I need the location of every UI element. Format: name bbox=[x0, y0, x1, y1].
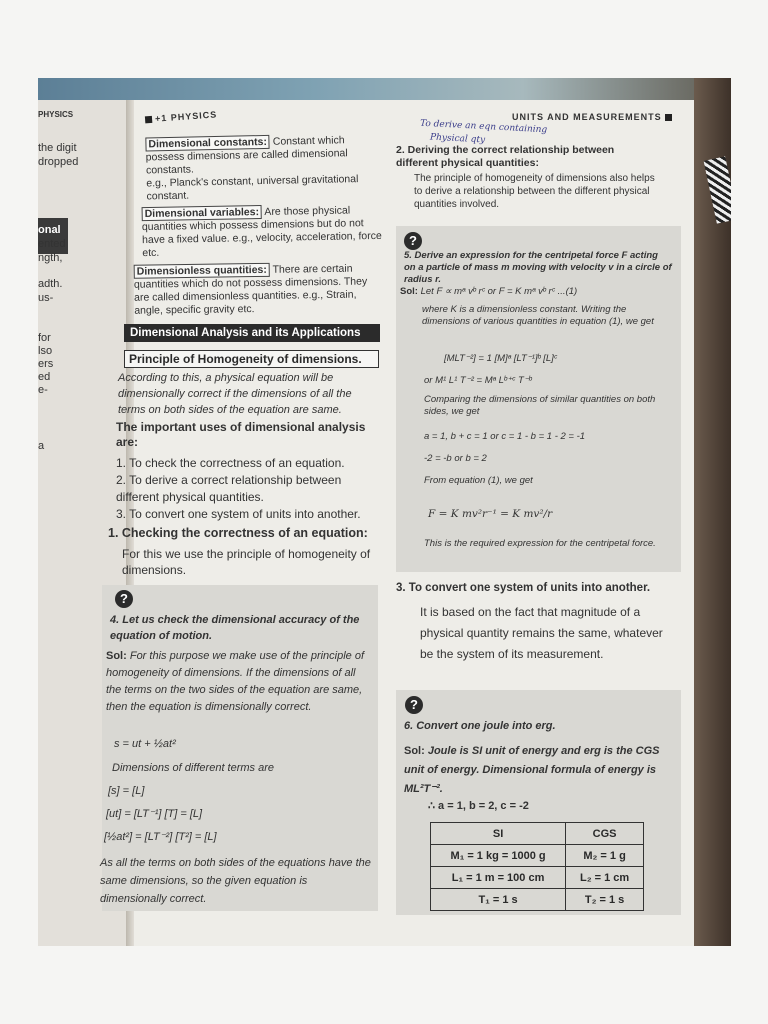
table-cell: T₂ = 1 s bbox=[566, 889, 644, 911]
header-square-icon bbox=[145, 116, 152, 123]
table-cell: M₂ = 1 g bbox=[566, 845, 644, 867]
left-fragment: the digit bbox=[38, 142, 77, 154]
sol-label: Sol: bbox=[106, 650, 127, 662]
table-cell: T₁ = 1 s bbox=[431, 889, 566, 911]
dimension-line: [ut] = [LT⁻¹] [T] = [L] bbox=[106, 808, 203, 820]
left-fragment: lso bbox=[38, 345, 53, 357]
term-text: Are those physical quantities which possess dimensions but do not have a fixed value. e.g., velocity, acceleration, force etc. bbox=[141, 204, 382, 260]
table-header: CGS bbox=[566, 823, 644, 845]
solution-line: From equation (1), we get bbox=[424, 475, 533, 486]
sol-text: Joule is SI unit of energy and erg is the CGS unit of energy. Dimensional formula of energy is ML²T⁻². bbox=[404, 745, 660, 795]
sol-text: For this purpose we make use of the principle of homogeneity of dimensions. If the dimensions of all the terms on the two sides of the equation are same, then the equation is dimensionally correct. bbox=[106, 650, 365, 713]
term-text: Constant which possess dimensions are called dimensional constants. bbox=[145, 134, 348, 177]
table-cell: M₁ = 1 kg = 1000 g bbox=[431, 845, 566, 867]
solution-line: This is the required expression for the centripetal force. bbox=[424, 538, 656, 549]
equation-line: -2 = -b or b = 2 bbox=[424, 453, 487, 464]
left-fragment: ers bbox=[38, 358, 54, 370]
exponent-values: ∴ a = 1, b = 2, c = -2 bbox=[428, 800, 529, 812]
question-5-text: 5. Derive an expression for the centripetal force F acting on a particle of mass m moving with velocity v in a circle of radius r. bbox=[404, 250, 672, 285]
dims-heading: Dimensions of different terms are bbox=[112, 762, 275, 774]
question-6-text: 6. Convert one joule into erg. bbox=[404, 720, 556, 732]
question-icon: ? bbox=[404, 232, 422, 250]
term-label: Dimensional constants: bbox=[145, 135, 270, 152]
table-cell: L₂ = 1 cm bbox=[566, 867, 644, 889]
equation-line: [MLT⁻²] = 1 [M]ᵃ [LT⁻¹]ᵇ [L]ᶜ bbox=[444, 353, 558, 364]
left-fragment: for bbox=[38, 332, 51, 344]
table-header: SI bbox=[431, 823, 566, 845]
solution-line: Comparing the dimensions of similar quantities on both sides, we get bbox=[424, 394, 656, 417]
list-item: 2. To derive a correct relationship between different physical quantities. bbox=[116, 473, 342, 504]
table-cell: L₁ = 1 m = 100 cm bbox=[431, 867, 566, 889]
left-page-header: PHYSICS bbox=[38, 110, 74, 119]
question-4-text: 4. Let us check the dimensional accuracy of the equation of motion. bbox=[110, 614, 360, 642]
dimensionless-quantities bbox=[134, 262, 381, 317]
question-4-solution bbox=[106, 648, 372, 716]
point-3-heading: 3. To convert one system of units into another. bbox=[396, 582, 651, 594]
left-fragment: us- bbox=[38, 292, 54, 304]
solution-line: where K is a dimensionless constant. Writing the dimensions of various quantities in equation (1), we get bbox=[422, 304, 654, 327]
question-icon: ? bbox=[405, 696, 423, 714]
checking-heading: 1. Checking the correctness of an equation: bbox=[108, 526, 368, 540]
point-2-text: The principle of homogeneity of dimensions also helps to derive a relationship between the different physical quantities involved. bbox=[414, 173, 655, 210]
equation-line: a = 1, b + c = 1 or c = 1 - b = 1 - 2 = -1 bbox=[424, 431, 586, 442]
dimensional-constants bbox=[145, 134, 382, 204]
equation-line: or M¹ L¹ T⁻² = Mᵃ Lᵇ⁺ᶜ T⁻ᵇ bbox=[424, 375, 532, 386]
principle-heading: Principle of Homogeneity of dimensions. bbox=[124, 350, 379, 368]
left-fragment: ngth, bbox=[38, 252, 63, 264]
point-2-heading: 2. Deriving the correct relationship between different physical quantities: bbox=[396, 144, 615, 169]
sol-label: Sol: bbox=[404, 745, 425, 757]
units-table bbox=[430, 822, 644, 911]
equation-of-motion: s = ut + ½at² bbox=[114, 738, 176, 750]
left-fragment: ed bbox=[38, 371, 51, 383]
principle-text: According to this, a physical equation will be dimensionally correct if the dimensions of all the terms on both sides of the equation are same. bbox=[118, 372, 352, 416]
table-row bbox=[431, 867, 644, 889]
background-strip bbox=[38, 78, 731, 100]
checking-text: For this we use the principle of homogeneity of dimensions. bbox=[122, 547, 371, 577]
header-square-icon bbox=[665, 114, 672, 121]
dimension-line: [s] = [L] bbox=[108, 785, 145, 797]
page-header-right bbox=[512, 112, 675, 122]
header-right-text: UNITS AND MEASUREMENTS bbox=[512, 112, 662, 122]
section-bar: Dimensional Analysis and its Applications bbox=[124, 324, 380, 342]
uses-heading: The important uses of dimensional analysis are: bbox=[116, 420, 366, 449]
dimensional-variables bbox=[142, 204, 383, 260]
table-row bbox=[431, 889, 644, 911]
question-5-solution bbox=[400, 286, 672, 298]
term-label: Dimensional variables: bbox=[142, 205, 263, 221]
term-label: Dimensionless quantities: bbox=[134, 263, 270, 279]
list-item: 3. To convert one system of units into another. bbox=[116, 507, 361, 521]
left-fragment: e- bbox=[38, 384, 48, 396]
sol-label: Sol: bbox=[400, 286, 418, 297]
question-6-solution bbox=[404, 742, 678, 799]
sol-text: Let F ∝ mᵃ vᵇ rᶜ or F = K mᵃ vᵇ rᶜ ...(1) bbox=[420, 286, 578, 297]
handwritten-note: To derive an eqn containing bbox=[419, 118, 548, 136]
left-fragment: ented bbox=[38, 238, 66, 250]
left-fragment: a bbox=[38, 440, 45, 452]
term-text: There are certain quantities which do not possess dimensions. They are called dimensionless quantities. e.g., Strain, angle, specific gravity etc. bbox=[133, 262, 368, 317]
handwritten-note: Physical qty bbox=[429, 132, 486, 146]
list-item: 1. To check the correctness of an equation. bbox=[116, 456, 345, 470]
table-row bbox=[431, 845, 644, 867]
header-left-text: +1 PHYSICS bbox=[154, 109, 218, 124]
left-fragment: dropped bbox=[38, 156, 79, 168]
dimension-line: [½at²] = [LT⁻²] [T²] = [L] bbox=[104, 831, 217, 843]
point-3-text: It is based on the fact that magnitude of a physical quantity remains the same, whatever be the system of its measurement. bbox=[420, 605, 663, 661]
left-fragment: adth. bbox=[38, 278, 63, 290]
uses-list bbox=[116, 455, 382, 523]
left-fragment: onal bbox=[38, 224, 61, 236]
term-example: e.g., Planck's constant, universal gravitational constant. bbox=[146, 173, 359, 203]
question-4-conclusion: As all the terms on both sides of the equations have the same dimensions, so the given equation is dimensionally correct. bbox=[100, 857, 371, 905]
table-header-row bbox=[431, 823, 644, 845]
equation-line: F = K mv²r⁻¹ = K mv²/r bbox=[428, 508, 553, 520]
question-icon: ? bbox=[115, 590, 133, 608]
